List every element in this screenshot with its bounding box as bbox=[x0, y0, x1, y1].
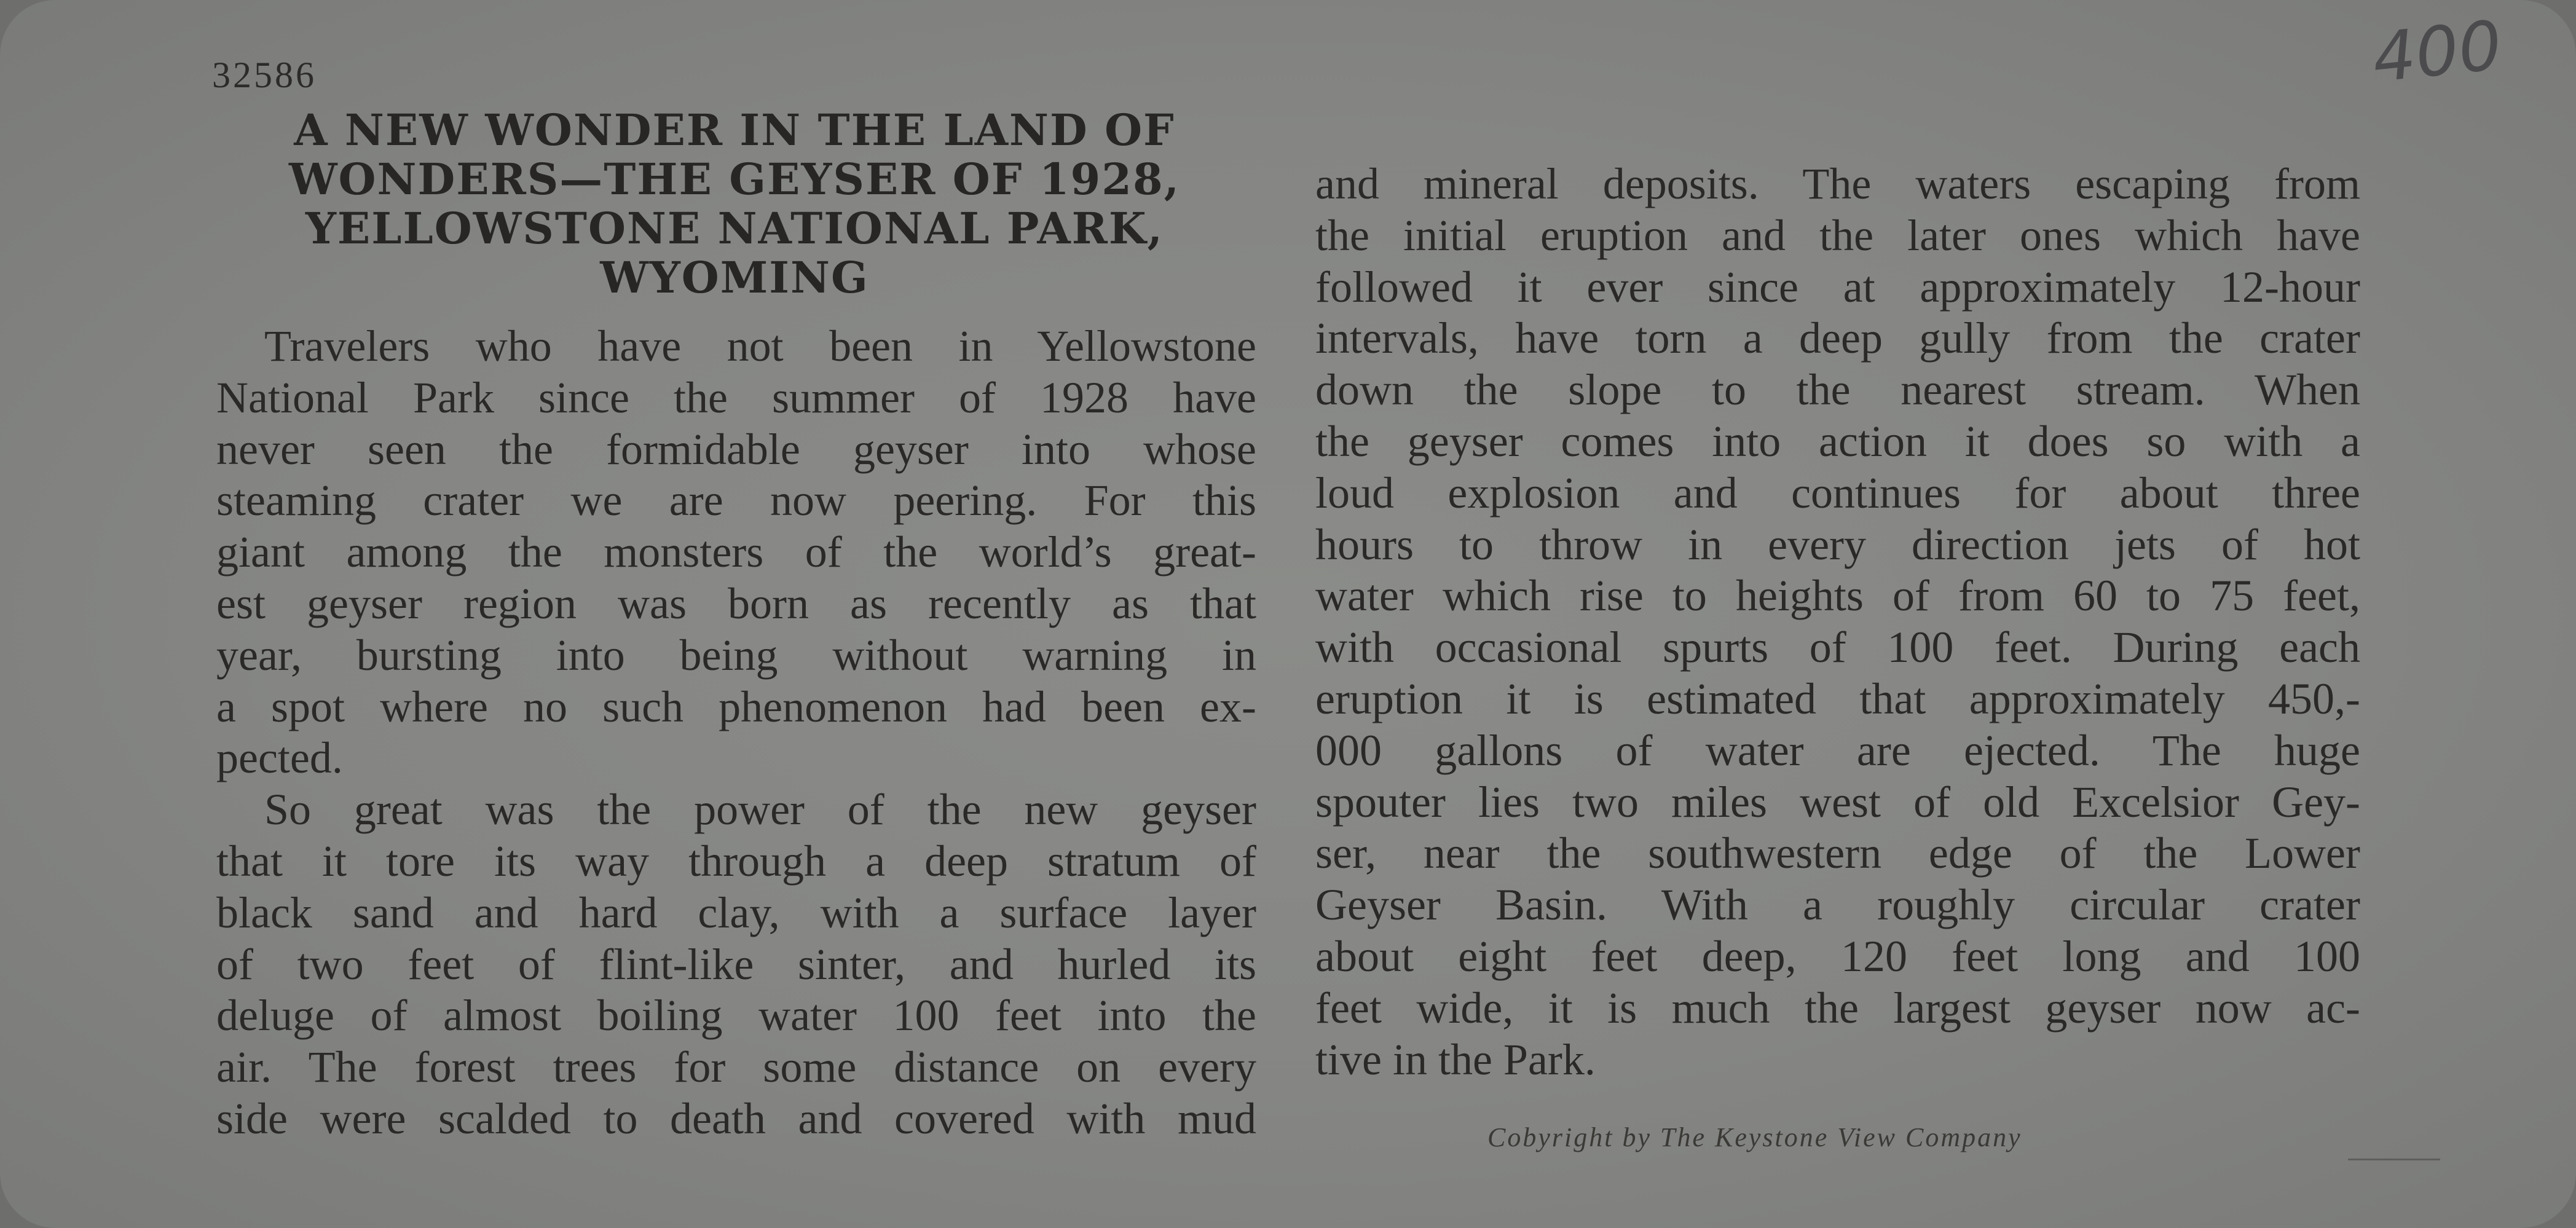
text-line: black sand and hard clay, with a surface layer bbox=[216, 888, 1256, 937]
title-line-2: WONDERS—THE GEYSER OF 1928, bbox=[288, 154, 1181, 205]
text-line: National Park since the summer of 1928 have bbox=[216, 372, 1256, 422]
card-title bbox=[212, 106, 1257, 302]
text-line: year, bursting into being without warning in bbox=[216, 630, 1256, 680]
title-line-4: WYOMING bbox=[600, 252, 869, 303]
text-line: feet wide, it is much the largest geyser now ac- bbox=[1315, 983, 2360, 1033]
right-text-column bbox=[1315, 159, 2360, 1085]
copyright-notice: Cobyright by The Keystone View Company bbox=[1487, 1122, 2022, 1152]
text-line: pected. bbox=[216, 733, 343, 783]
text-line: steaming crater we are now peering. For this bbox=[216, 476, 1256, 525]
title-line-1: A NEW WONDER IN THE LAND OF bbox=[294, 104, 1175, 155]
text-line: that it tore its way through a deep stratum of bbox=[216, 836, 1256, 886]
text-line: giant among the monsters of the world’s great- bbox=[216, 527, 1256, 577]
text-line: a spot where no such phenomenon had been ex- bbox=[216, 682, 1256, 731]
title-line-3: YELLOWSTONE NATIONAL PARK, bbox=[305, 203, 1164, 254]
text-line: the geyser comes into action it does so with a bbox=[1315, 416, 2360, 466]
text-line: followed it ever since at approximately 12-hour bbox=[1315, 262, 2360, 312]
text-line: tive in the Park. bbox=[1315, 1034, 1596, 1084]
text-line: 000 gallons of water are ejected. The huge bbox=[1315, 725, 2360, 775]
text-line: Travelers who have not been in Yellowstone bbox=[264, 321, 1256, 371]
text-line: est geyser region was born as recently as that bbox=[216, 578, 1256, 628]
text-line: loud explosion and continues for about three bbox=[1315, 468, 2360, 518]
text-line: and mineral deposits. The waters escaping from bbox=[1315, 159, 2360, 208]
text-line: down the slope to the nearest stream. When bbox=[1315, 365, 2360, 415]
text-line: spouter lies two miles west of old Excelsior Gey- bbox=[1315, 777, 2360, 827]
handwritten-price-note: 400 bbox=[2368, 6, 2506, 98]
text-line: ser, near the southwestern edge of the Lower bbox=[1315, 829, 2360, 878]
text-line: with occasional spurts of 100 feet. During each bbox=[1315, 623, 2360, 672]
text-line: never seen the formidable geyser into whose bbox=[216, 424, 1256, 474]
text-line: air. The forest trees for some distance on every bbox=[216, 1042, 1256, 1092]
text-line: the initial eruption and the later ones which have bbox=[1315, 210, 2360, 260]
text-line: Geyser Basin. With a roughly circular crater bbox=[1315, 880, 2360, 930]
text-line: eruption it is estimated that approximately 450,- bbox=[1315, 674, 2360, 723]
text-line: about eight feet deep, 120 feet long and 100 bbox=[1315, 931, 2360, 981]
text-line: deluge of almost boiling water 100 feet into the bbox=[216, 991, 1256, 1041]
text-line: side were scalded to death and covered with mud bbox=[216, 1093, 1256, 1143]
catalog-number: 32586 bbox=[212, 55, 317, 95]
text-line: intervals, have torn a deep gully from the crater bbox=[1315, 313, 2360, 363]
left-text-column bbox=[216, 321, 1256, 1145]
text-line: So great was the power of the new geyser bbox=[264, 785, 1256, 835]
text-line: of two feet of flint-like sinter, and hurled its bbox=[216, 939, 1256, 989]
text-line: hours to throw in every direction jets of hot bbox=[1315, 519, 2360, 569]
text-line: water which rise to heights of from 60 to 75 feet, bbox=[1315, 571, 2360, 621]
ink-mark bbox=[2348, 1159, 2440, 1160]
